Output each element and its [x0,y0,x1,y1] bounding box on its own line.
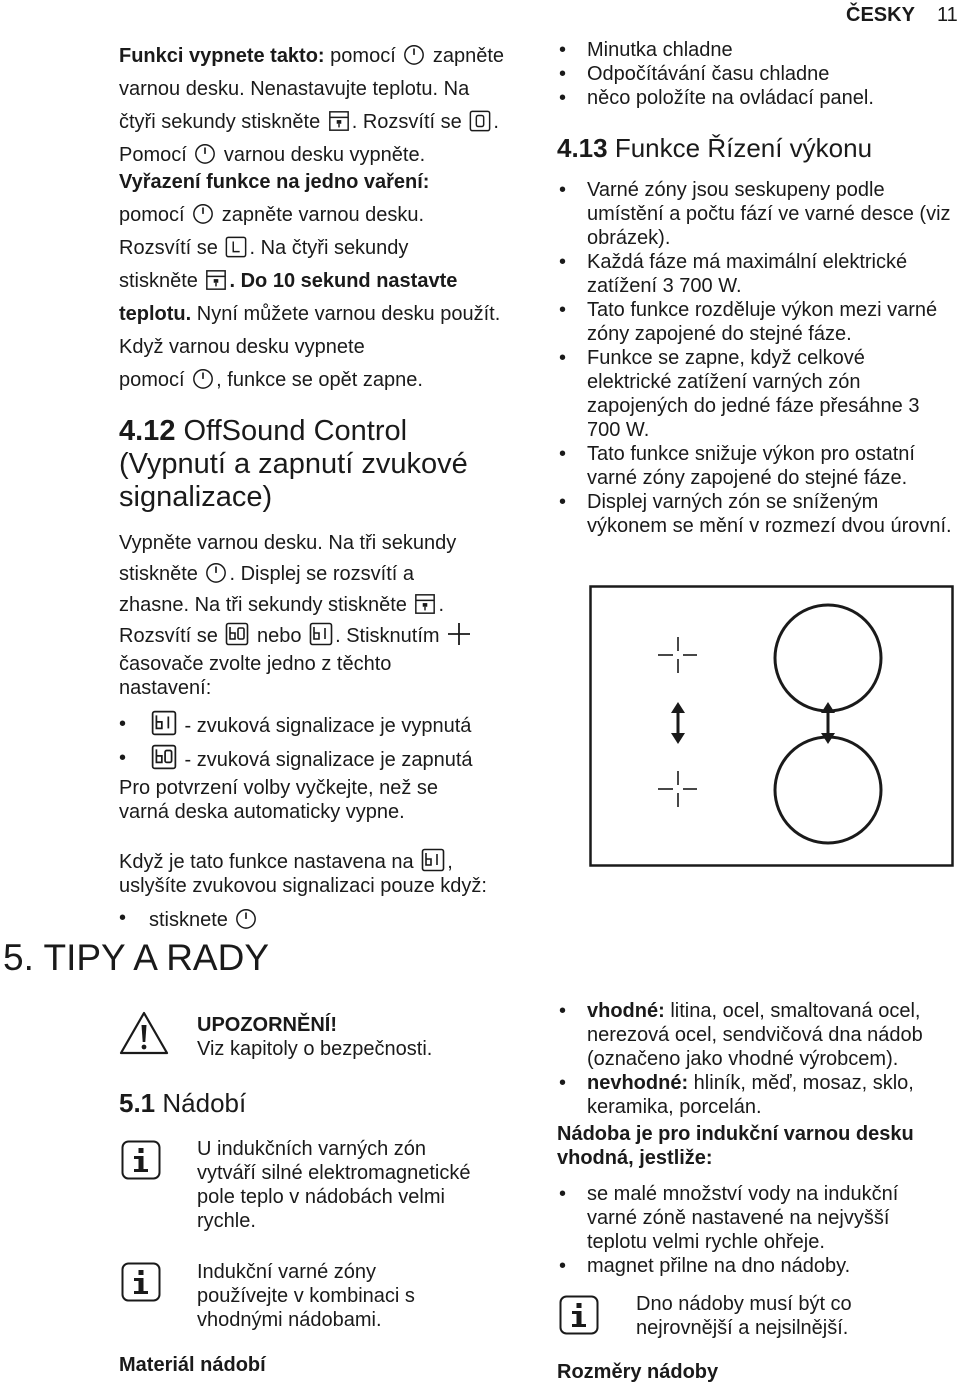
cooldown-list [557,38,947,110]
power-management-list [557,178,952,538]
power-icon [194,141,216,165]
info-callout-induction: U indukčních varných zón vytváří silné elektromagnetické pole teplo v nádobách velmi rychle. [197,1138,471,1232]
lock-icon [414,593,436,615]
offsound-confirm: Pro potvrzení volby vyčkejte, než se varná deska automaticky vypne. [119,777,439,823]
chapter-5-heading: 5. TIPY A RADY [3,937,269,978]
display-b0-icon [151,744,177,770]
info-icon [121,1140,161,1185]
offsound-note: Když je tato funkce nastavena na , uslyšíte zvukovou signalizaci pouze když: [119,848,489,898]
section-5-1-heading: 5.1 Nádobí [119,1088,247,1118]
list-item: • Minutka chladne [559,39,733,61]
power-icon [205,560,227,584]
info-icon [121,1262,161,1307]
display-b1-icon [151,710,177,736]
offsound-instructions: Vypněte varnou desku. Na tři sekundy stiskněte . Displej se rozsvítí a zhasne. Na tři sekundy stiskněte . Rozsvítí se nebo . Stisknutím [119,528,499,652]
language-label: ČESKY [846,4,915,26]
list-item: • Tato funkce snižuje výkon pro ostatní varné zóny zapojené do stejné fáze. [559,443,915,489]
right-cooking-zone-top [775,605,881,711]
power-icon [235,906,257,930]
power-icon [192,201,214,225]
display-0-icon [469,110,491,132]
display-b1-icon [421,848,445,872]
hob-outline [591,587,953,866]
off-instructions: Funkci vypnete takto: pomocí zapněte varnou desku. Nenastavujte teplotu. Na čtyři sekundy stiskněte . Rozsvítí se . Pomocí varnou desku vypněte. [119,40,509,172]
list-item: • se malé množství vody na indukční varné zóně nastavené na nejvyšší teplotu velmi rychle ohřeje. [559,1183,899,1253]
info-callout-pot-base: Dno nádoby musí být co nejrovnější a nejsilnější. [636,1293,852,1339]
page-number: 11 [937,4,958,26]
offsound-choose: časovače zvolte jedno z těchto nastavení: [119,653,392,699]
list-item: • Varné zóny jsou seskupeny podle umístění a počtu fází ve varné desce (viz obrázek). [559,179,951,249]
pot-size-heading: Rozměry nádoby [557,1361,719,1383]
left-phase-arrow [671,702,685,744]
offsound-note-item: • stisknete [119,904,509,934]
material-heading: Materiál nádobí [119,1354,266,1376]
list-item: • Každá fáze má maximální elektrické zatížení 3 700 W. [559,251,908,297]
left-cooking-zone-bottom [658,771,697,807]
warning-icon [119,1010,169,1061]
list-item: • nevhodné: hliník, měď, mosaz, sklo, keramika, porcelán. [559,1072,914,1118]
disable-once-instructions: Vyřazení funkce na jedno vaření: pomocí zapněte varnou desku. Rozsvítí se . Na čtyři sekundy stiskněte . Do 10 sekund nastavte teplotu. Nyní můžete varnou desku použít. Když varnou desku vypnete pomocí , funkce se opět zapne. [119,171,501,391]
suitable-list [557,1182,952,1278]
left-column [119,40,509,934]
list-item: • Funkce se zapne, když celkové elektrické zatížení varných zón zapojených do jedné fáze přesáhne 3 700 W. [559,347,920,441]
warning-callout: UPOZORNĚNÍ! Viz kapitoly o bezpečnosti. [197,1014,433,1060]
offsound-option-off: • - zvuková signalizace je vypnutá [119,710,509,744]
suitable-heading: Nádoba je pro indukční varnou desku vhodná, jestliže: [557,1123,914,1169]
list-item: • Tato funkce rozděluje výkon mezi varné zóny zapojené do stejné fáze. [559,299,938,345]
lock-icon [328,110,350,132]
list-item: • něco položíte na ovládací panel. [559,87,874,109]
section-4-13-heading: 4.13 Funkce Řízení výkonu [557,133,873,163]
section-4-12-heading: 4.12 OffSound Control (Vypnutí a zapnutí zvukové signalizace) [119,415,468,513]
display-l-icon [225,236,247,258]
info-callout-cookware: Indukční varné zóny používejte v kombinaci s vhodnými nádobami. [197,1261,415,1331]
power-icon [192,366,214,390]
offsound-option-on: • - zvuková signalizace je zapnutá [119,744,509,776]
left-cooking-zone-top [658,637,697,673]
power-icon [403,42,425,66]
lock-icon [205,269,227,291]
info-icon [559,1295,599,1340]
hob-phase-diagram [589,585,954,867]
material-list [557,999,952,1119]
plus-icon [447,622,471,646]
list-item: • Displej varných zón se sníženým výkonem se mění v rozmezí dvou úrovní. [559,491,952,537]
right-cooking-zone-bottom [775,737,881,843]
display-b1-icon [309,622,333,646]
list-item: • vhodné: litina, ocel, smaltovaná ocel, nerezová ocel, sendvičová dna nádob (označeno jako vhodné výrobcem). [559,1000,923,1070]
list-item: • magnet přilne na dno nádoby. [559,1255,851,1277]
display-b0-icon [225,622,249,646]
list-item: • Odpočítávání času chladne [559,63,830,85]
